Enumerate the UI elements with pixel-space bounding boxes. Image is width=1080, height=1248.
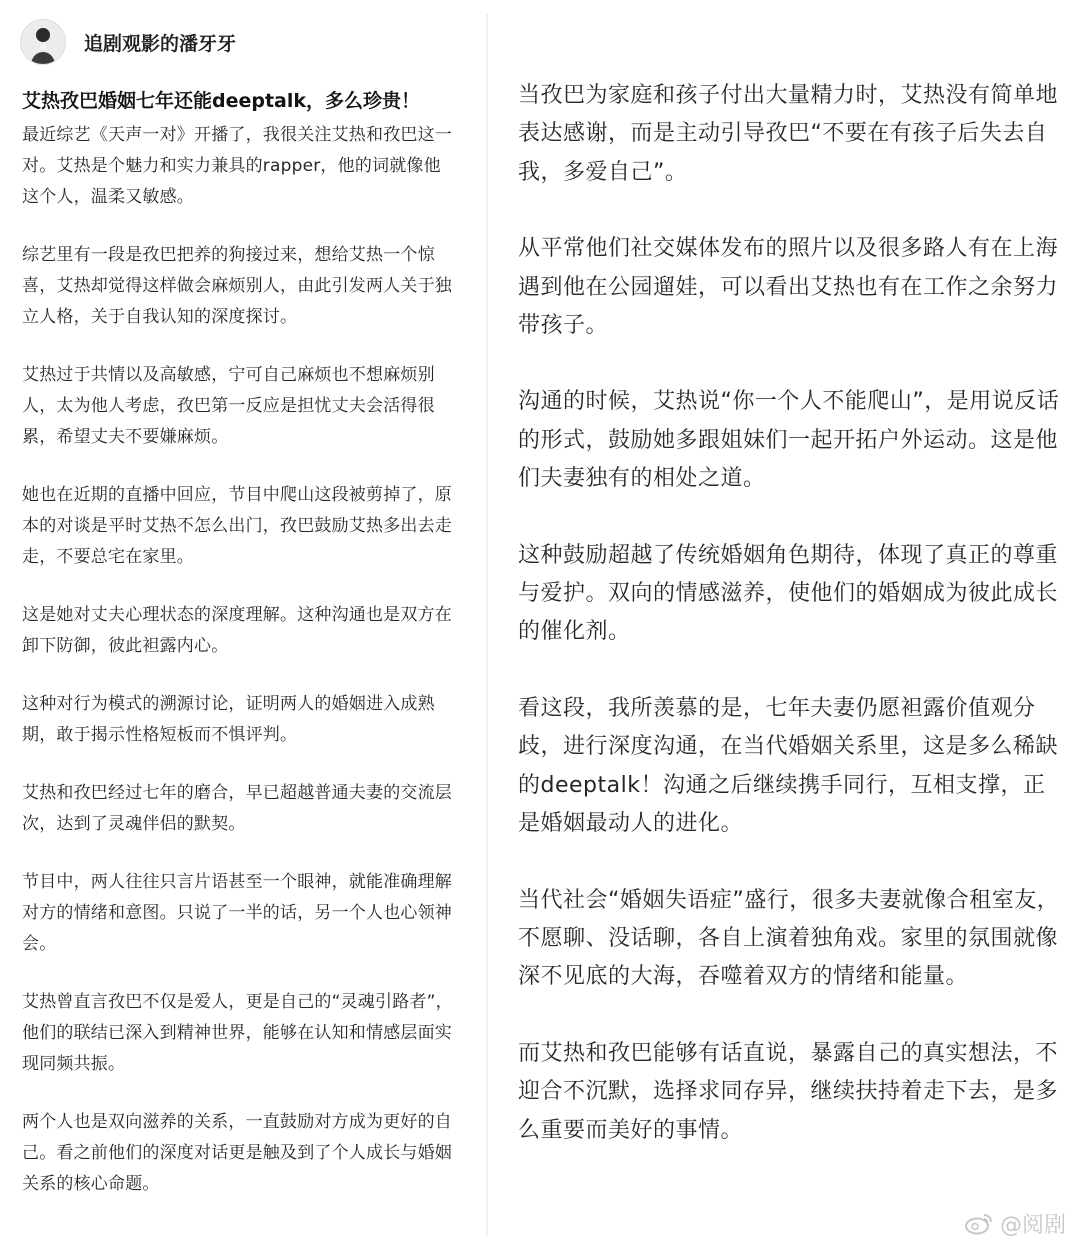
paragraph: 艾热和孜巴经过七年的磨合，早已超越普通夫妻的交流层次，达到了灵魂伴侣的默契。 [22,783,452,834]
paragraph: 最近综艺《天声一对》开播了，我很关注艾热和孜巴这一对。艾热是个魅力和实力兼具的rapper，他的词就像他这个人，温柔又敏感。 [22,125,452,207]
paragraph: 她也在近期的直播中回应，节目中爬山这段被剪掉了，原本的对谈是平时艾热不怎么出门，孜巴鼓励艾热多出去走走，不要总宅在家里。 [22,485,452,567]
weibo-logo-icon [964,1211,994,1235]
paragraph: 而艾热和孜巴能够有话直说，暴露自己的真实想法，不迎合不沉默，选择求同存异，继续扶持着走下去，是多么重要而美好的事情。 [518,1040,1059,1143]
watermark-text: @阅剧 [999,1212,1066,1238]
paragraph: 这种对行为模式的溯源讨论，证明两人的婚姻进入成熟期，敢于揭示性格短板而不惧评判。 [22,694,435,745]
paragraph: 两个人也是双向滋养的关系，一直鼓励对方成为更好的自己。看之前他们的深度对话更是触及到了个人成长与婚姻关系的核心命题。 [22,1112,452,1194]
article-title: 艾热孜巴婚姻七年还能deeptalk，多么珍贵！ [22,90,421,112]
user-avatar-icon[interactable] [20,19,66,65]
watermark [964,1208,1066,1238]
paragraph: 综艺里有一段是孜巴把养的狗接过来，想给艾热一个惊喜，艾热却觉得这样做会麻烦别人，由此引发两人关于独立人格，关于自我认知的深度探讨。 [22,245,452,327]
left-column [0,0,478,1248]
paragraph: 当孜巴为家庭和孩子付出大量精力时，艾热没有简单地表达感谢，而是主动引导孜巴“不要在有孩子后失去自我，多爱自己”。 [518,83,1059,185]
paragraph: 当代社会“婚姻失语症”盛行，很多夫妻就像合租室友，不愿聊、没话聊，各自上演着独角戏。家里的氛围就像深不见底的大海，吞噬着双方的情绪和能量。 [518,887,1060,990]
column-divider [486,14,488,1236]
author-name[interactable]: 追剧观影的潘牙牙 [84,32,237,55]
right-column [490,0,1080,1248]
paragraph: 艾热曾直言孜巴不仅是爱人，更是自己的“灵魂引路者”，他们的联结已深入到精神世界，能够在认知和情感层面实现同频共振。 [22,992,453,1074]
left-article-body [22,120,458,1227]
right-article-body [518,77,1062,1188]
paragraph: 沟通的时候，艾热说“你一个人不能爬山”，是用说反话的形式，鼓励她多跟姐妹们一起开拓户外运动。这是他们夫妻独有的相处之道。 [518,389,1060,492]
paragraph: 看这段，我所羡慕的是，七年夫妻仍愿袒露价值观分歧，进行深度沟通，在当代婚姻关系里，这是多么稀缺的deeptalk！沟通之后继续携手同行，互相支撑，正是婚姻最动人的进化。 [518,695,1059,837]
paragraph: 这是她对丈夫心理状态的深度理解。这种沟通也是双方在卸下防御，彼此袒露内心。 [22,605,452,656]
paragraph: 从平常他们社交媒体发布的照片以及很多路人有在上海遇到他在公园遛娃，可以看出艾热也有在工作之余努力带孩子。 [518,236,1059,339]
paragraph: 这种鼓励超越了传统婚姻角色期待，体现了真正的尊重与爱护。双向的情感滋养，使他们的婚姻成为彼此成长的催化剂。 [518,542,1059,645]
post-header [20,18,236,66]
paragraph: 节目中，两人往往只言片语甚至一个眼神，就能准确理解对方的情绪和意图。只说了一半的话，另一个人也心领神会。 [22,872,452,954]
paragraph: 艾热过于共情以及高敏感，宁可自己麻烦也不想麻烦别人，太为他人考虑，孜巴第一反应是担忧丈夫会活得很累，希望丈夫不要嫌麻烦。 [22,365,435,447]
